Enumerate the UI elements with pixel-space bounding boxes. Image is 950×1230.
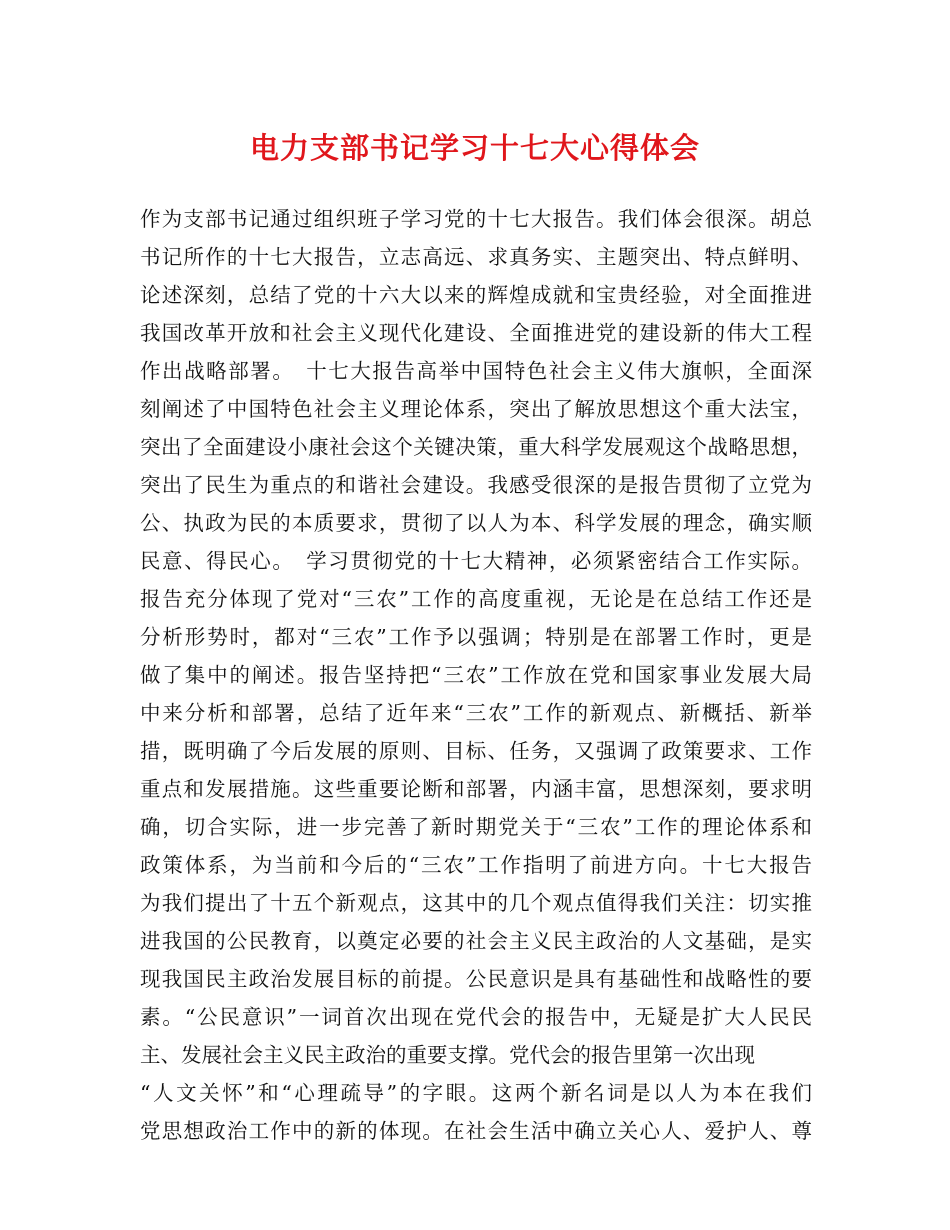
body-line: 党思想政治工作中的新的体现。在社会生活中确立关心人、爱护人、尊	[140, 1119, 812, 1143]
document-body	[140, 200, 812, 1150]
body-line: 重点和发展措施。这些重要论断和部署，内涵丰富，思想深刻，要求明	[140, 777, 812, 801]
document-title: 电力支部书记学习十七大心得体会	[249, 131, 700, 165]
body-line: 书记所作的十七大报告，立志高远、求真务实、主题突出、特点鲜明、	[140, 245, 812, 269]
body-line: 民意、得民心。 学习贯彻党的十七大精神，必须紧密结合工作实际。	[140, 549, 812, 573]
body-line: 刻阐述了中国特色社会主义理论体系，突出了解放思想这个重大法宝，	[140, 397, 812, 421]
body-line: 现我国民主政治发展目标的前提。公民意识是具有基础性和战略性的要	[140, 967, 812, 991]
body-line: 突出了民生为重点的和谐社会建设。我感受很深的是报告贯彻了立党为	[140, 473, 812, 497]
body-line: “人文关怀”和“心理疏导”的字眼。这两个新名词是以人为本在我们	[140, 1081, 812, 1105]
body-line: 进我国的公民教育，以奠定必要的社会主义民主政治的人文基础，是实	[140, 929, 812, 953]
body-line: 作为支部书记通过组织班子学习党的十七大报告。我们体会很深。胡总	[140, 207, 812, 231]
body-line: 主、发展社会主义民主政治的重要支撑。党代会的报告里第一次出现	[140, 1043, 755, 1067]
body-line: 论述深刻，总结了党的十六大以来的辉煌成就和宝贵经验，对全面推进	[140, 283, 812, 307]
body-line: 做了集中的阐述。报告坚持把“三农”工作放在党和国家事业发展大局	[140, 663, 812, 687]
body-line: 公、执政为民的本质要求，贯彻了以人为本、科学发展的理念，确实顺	[140, 511, 812, 535]
body-line: 措，既明确了今后发展的原则、目标、任务，又强调了政策要求、工作	[140, 739, 812, 763]
body-line: 突出了全面建设小康社会这个关键决策，重大科学发展观这个战略思想，	[140, 435, 812, 459]
body-line: 我国改革开放和社会主义现代化建设、全面推进党的建设新的伟大工程	[140, 321, 812, 345]
body-line: 政策体系，为当前和今后的“三农”工作指明了前进方向。十七大报告	[140, 853, 812, 877]
body-line: 分析形势时，都对“三农”工作予以强调；特别是在部署工作时，更是	[140, 625, 812, 649]
body-line: 素。“公民意识”一词首次出现在党代会的报告中，无疑是扩大人民民	[140, 1005, 812, 1029]
body-line: 中来分析和部署，总结了近年来“三农”工作的新观点、新概括、新举	[140, 701, 812, 725]
body-line: 作出战略部署。 十七大报告高举中国特色社会主义伟大旗帜，全面深	[140, 359, 812, 383]
body-line: 为我们提出了十五个新观点，这其中的几个观点值得我们关注：切实推	[140, 891, 812, 915]
body-line: 报告充分体现了党对“三农”工作的高度重视，无论是在总结工作还是	[140, 587, 812, 611]
body-line: 确，切合实际，进一步完善了新时期党关于“三农”工作的理论体系和	[140, 815, 812, 839]
